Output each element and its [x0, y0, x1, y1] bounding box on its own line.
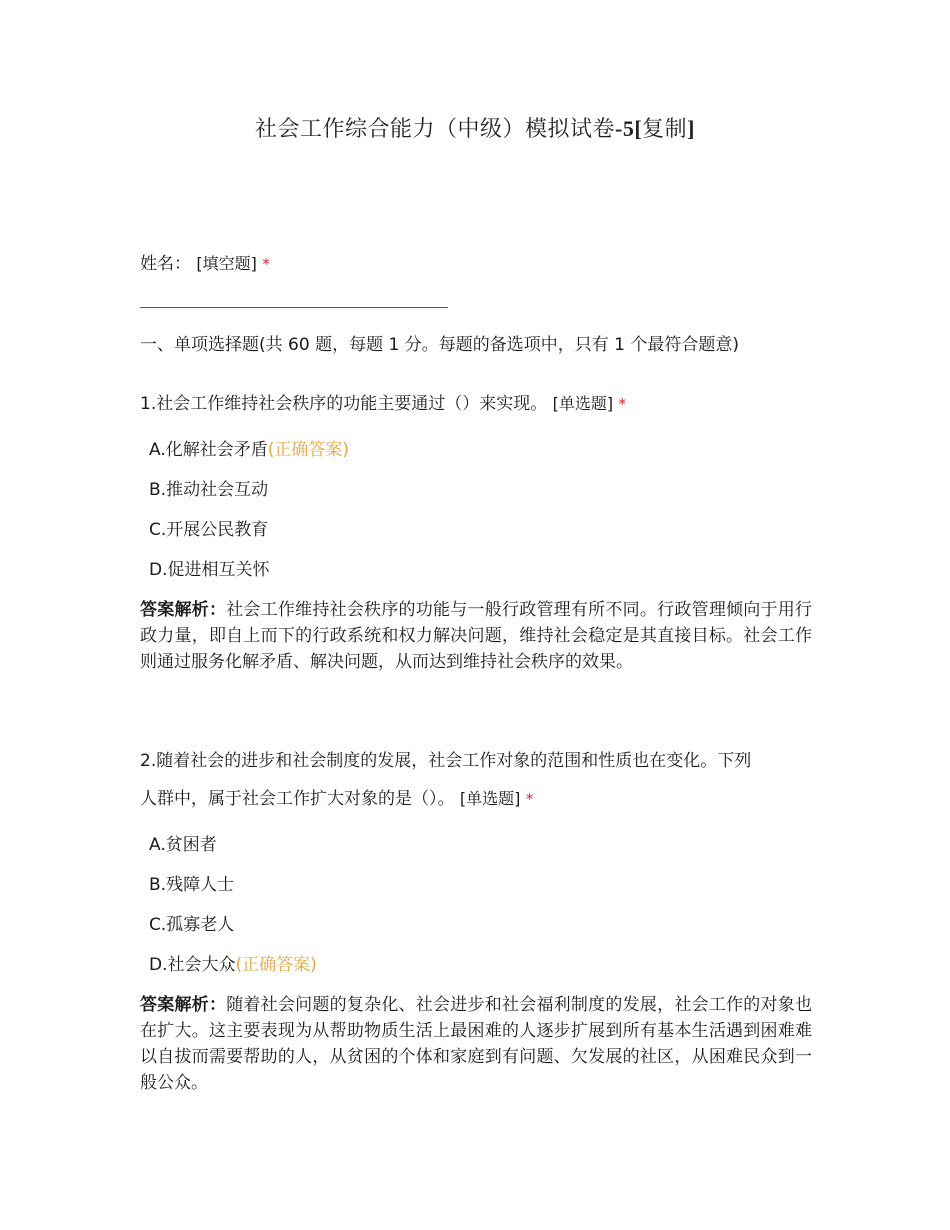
required-mark: *	[262, 255, 270, 273]
question-2-option-a[interactable]	[149, 835, 217, 855]
option-text: D.社会大众	[149, 955, 236, 975]
question-2-stem-line-2	[140, 789, 812, 809]
title-copy: 复制	[642, 116, 688, 141]
title-end: ]	[687, 116, 695, 141]
option-text: D.促进相互关怀	[149, 560, 270, 580]
question-1-option-d[interactable]	[149, 560, 270, 580]
name-field-label	[140, 254, 812, 274]
title-suffix: -5[	[615, 116, 643, 141]
correct-answer-mark: (正确答案)	[267, 440, 349, 460]
name-label: 姓名：	[140, 254, 191, 274]
correct-answer-mark: (正确答案)	[235, 955, 317, 975]
question-1-stem	[140, 394, 812, 414]
question-1-option-b[interactable]	[149, 480, 268, 500]
option-text: C.孤寡老人	[149, 915, 235, 935]
question-2-text: 人群中，属于社会工作扩大对象的是（）。	[140, 789, 455, 809]
question-2-option-c[interactable]	[149, 915, 234, 935]
question-1-text: 1.社会工作维持社会秩序的功能主要通过（）来实现。	[140, 394, 548, 414]
option-text: A.化解社会矛盾	[149, 440, 268, 460]
question-2-analysis	[140, 992, 812, 1096]
analysis-text: 随着社会问题的复杂化、社会进步和社会福利制度的发展，社会工作的对象也在扩大。这主要表现为从帮助物质生活上最困难的人逐步扩展到所有基本生活遇到困难难以自拔而需要帮助的人，从贫困的个体和家庭到有问题、欠发展的社区，从困难民众到一般公众。	[140, 995, 813, 1093]
section-heading: 一、单项选择题(共 60 题，每题 1 分。每题的备选项中，只有 1 个最符合题意)	[140, 335, 739, 355]
analysis-label: 答案解析：	[140, 600, 227, 620]
question-1-analysis	[140, 597, 812, 675]
name-fill-input[interactable]	[140, 307, 448, 308]
analysis-text: 社会工作维持社会秩序的功能与一般行政管理有所不同。行政管理倾向于用行政力量，即自上而下的行政系统和权力解决问题，维持社会稳定是其直接目标。社会工作则通过服务化解矛盾、解决问题，从而达到维持社会秩序的效果。	[140, 600, 813, 672]
question-2-option-d[interactable]	[149, 955, 317, 975]
question-1-option-a[interactable]	[149, 440, 349, 460]
question-2-option-b[interactable]	[149, 875, 234, 895]
option-text: C.开展公民教育	[149, 520, 269, 540]
option-text: A.贫困者	[149, 835, 217, 855]
question-2-type-tag: [单选题]	[459, 789, 521, 808]
title-main: 社会工作综合能力（中级）模拟试卷	[254, 116, 615, 141]
page-title	[0, 112, 950, 143]
question-2-required-mark: *	[525, 790, 534, 808]
question-1-type-tag: [单选题]	[552, 394, 614, 413]
question-2-stem-line-1: 2.随着社会的进步和社会制度的发展，社会工作对象的范围和性质也在变化。下列	[140, 751, 752, 771]
option-text: B.推动社会互动	[149, 480, 269, 500]
option-text: B.残障人士	[149, 875, 235, 895]
analysis-label: 答案解析：	[140, 995, 227, 1015]
name-type-tag: [填空题]	[196, 254, 257, 273]
question-1-required-mark: *	[618, 395, 627, 413]
question-1-option-c[interactable]	[149, 520, 268, 540]
